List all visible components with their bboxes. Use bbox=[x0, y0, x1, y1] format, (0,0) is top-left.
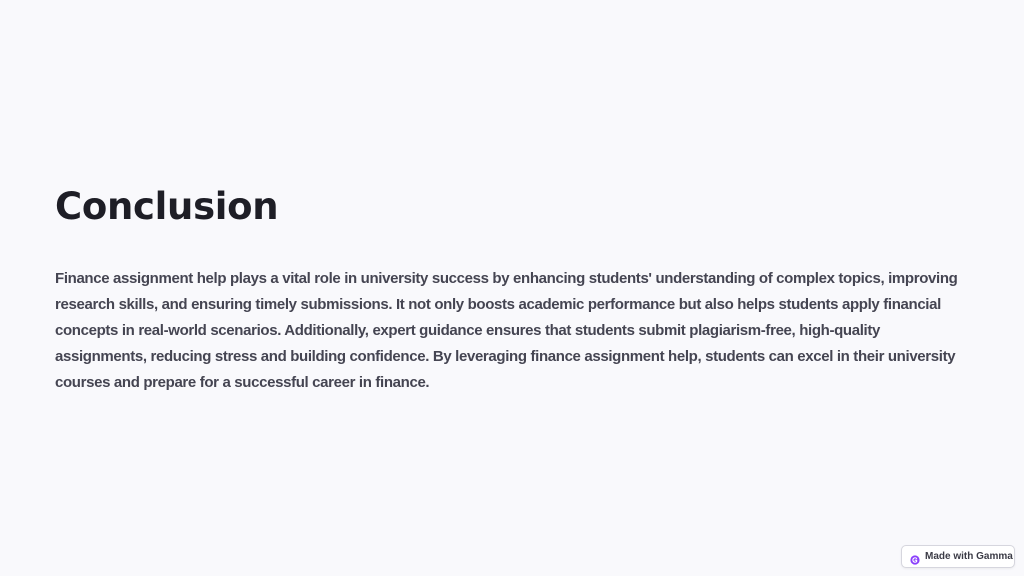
gamma-logo-icon bbox=[910, 552, 920, 562]
slide-body-text: Finance assignment help plays a vital role in university success by enhancing students' understanding of complex topics, improving research skills, and ensuring timely submissions. It not only boosts academic performance but also helps students apply financial concepts in real-world scenarios. Additionally, expert guidance ensures that students submit plagiarism-free, high-quality assignments, reducing stress and building confidence. By leveraging finance assignment help, students can excel in their university courses and prepare for a successful career in finance. bbox=[55, 270, 958, 391]
badge-label: Made with Gamma bbox=[925, 551, 1013, 562]
made-with-gamma-badge[interactable] bbox=[901, 545, 1015, 568]
slide-title: Conclusion bbox=[55, 185, 279, 228]
